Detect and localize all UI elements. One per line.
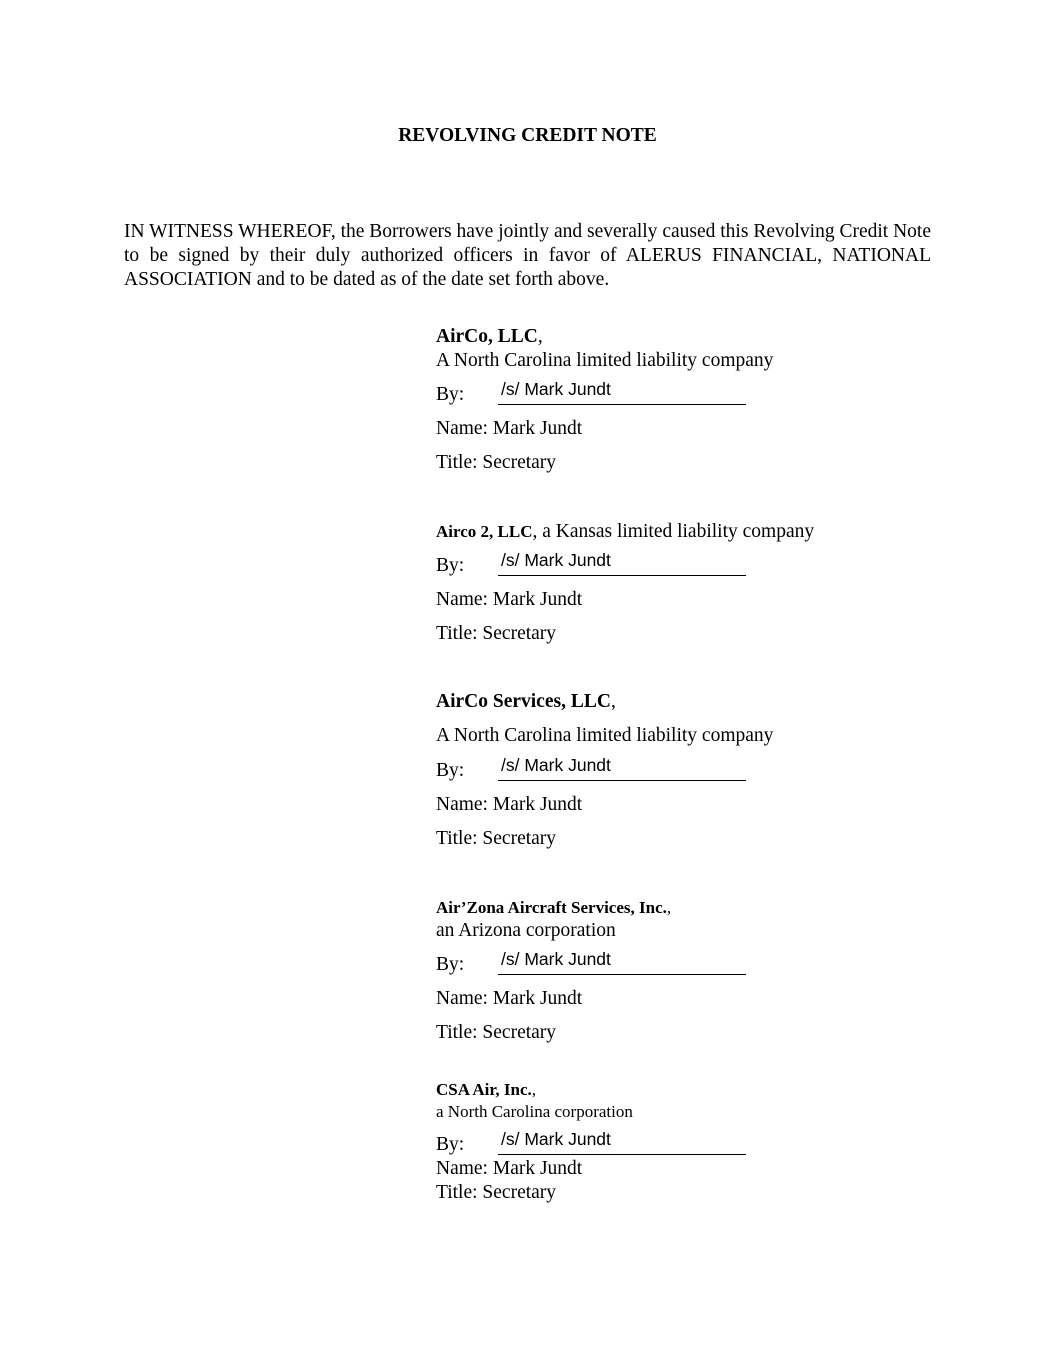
entity-description: an Arizona corporation bbox=[436, 920, 616, 941]
entity-description: a North Carolina corporation bbox=[436, 1102, 633, 1121]
signature-line bbox=[498, 1130, 746, 1155]
signature-text: /s/ Mark Jundt bbox=[501, 550, 611, 570]
signer-title: Title: Secretary bbox=[436, 452, 557, 473]
document-title: REVOLVING CREDIT NOTE bbox=[398, 125, 657, 146]
signer-name: Name: Mark Jundt bbox=[436, 794, 583, 815]
signer-title: Title: Secretary bbox=[436, 828, 557, 849]
entity-suffix: , a Kansas limited liability company bbox=[532, 521, 815, 542]
entity-heading bbox=[436, 520, 814, 544]
signature-text: /s/ Mark Jundt bbox=[501, 755, 611, 775]
signature-line bbox=[498, 551, 746, 576]
signer-name: Name: Mark Jundt bbox=[436, 988, 583, 1009]
signature-text: /s/ Mark Jundt bbox=[501, 949, 611, 969]
entity-description: A North Carolina limited liability company bbox=[436, 350, 774, 371]
signer-name: Name: Mark Jundt bbox=[436, 589, 583, 610]
signer-title: Title: Secretary bbox=[436, 1022, 557, 1043]
signature-text: /s/ Mark Jundt bbox=[501, 379, 611, 399]
entity-description: A North Carolina limited liability company bbox=[436, 725, 774, 746]
entity-suffix: , bbox=[537, 326, 543, 347]
by-label: By: bbox=[436, 760, 465, 781]
signature-line bbox=[498, 380, 746, 405]
signature-line bbox=[498, 756, 746, 781]
signer-name: Name: Mark Jundt bbox=[436, 418, 583, 439]
witness-paragraph: IN WITNESS WHEREOF, the Borrowers have jointly and severally caused this Revolving Credit Note to be signed by their duly authorized officers in favor of ALERUS FINANCIAL, NATIONAL ASSOCIATION and to be dated as of the date set forth above. bbox=[124, 221, 931, 290]
by-label: By: bbox=[436, 954, 465, 975]
signature-text: /s/ Mark Jundt bbox=[501, 1129, 611, 1149]
entity-heading bbox=[436, 896, 671, 920]
entity-heading bbox=[436, 1078, 536, 1102]
by-label: By: bbox=[436, 555, 465, 576]
entity-name: CSA Air, Inc. bbox=[436, 1080, 532, 1099]
entity-name: Air’Zona Aircraft Services, Inc. bbox=[436, 898, 667, 917]
entity-name: AirCo, LLC bbox=[436, 326, 538, 347]
entity-suffix: , bbox=[531, 1080, 536, 1099]
signature-line bbox=[498, 950, 746, 975]
entity-suffix: , bbox=[610, 691, 616, 712]
signer-name: Name: Mark Jundt bbox=[436, 1158, 583, 1179]
by-label: By: bbox=[436, 1134, 465, 1155]
signer-title: Title: Secretary bbox=[436, 623, 557, 644]
entity-heading bbox=[436, 690, 616, 714]
signer-title: Title: Secretary bbox=[436, 1182, 557, 1203]
entity-suffix: , bbox=[666, 898, 672, 917]
entity-heading bbox=[436, 325, 543, 349]
by-label: By: bbox=[436, 384, 465, 405]
entity-name: Airco 2, LLC bbox=[436, 522, 533, 541]
entity-name: AirCo Services, LLC bbox=[436, 691, 611, 712]
